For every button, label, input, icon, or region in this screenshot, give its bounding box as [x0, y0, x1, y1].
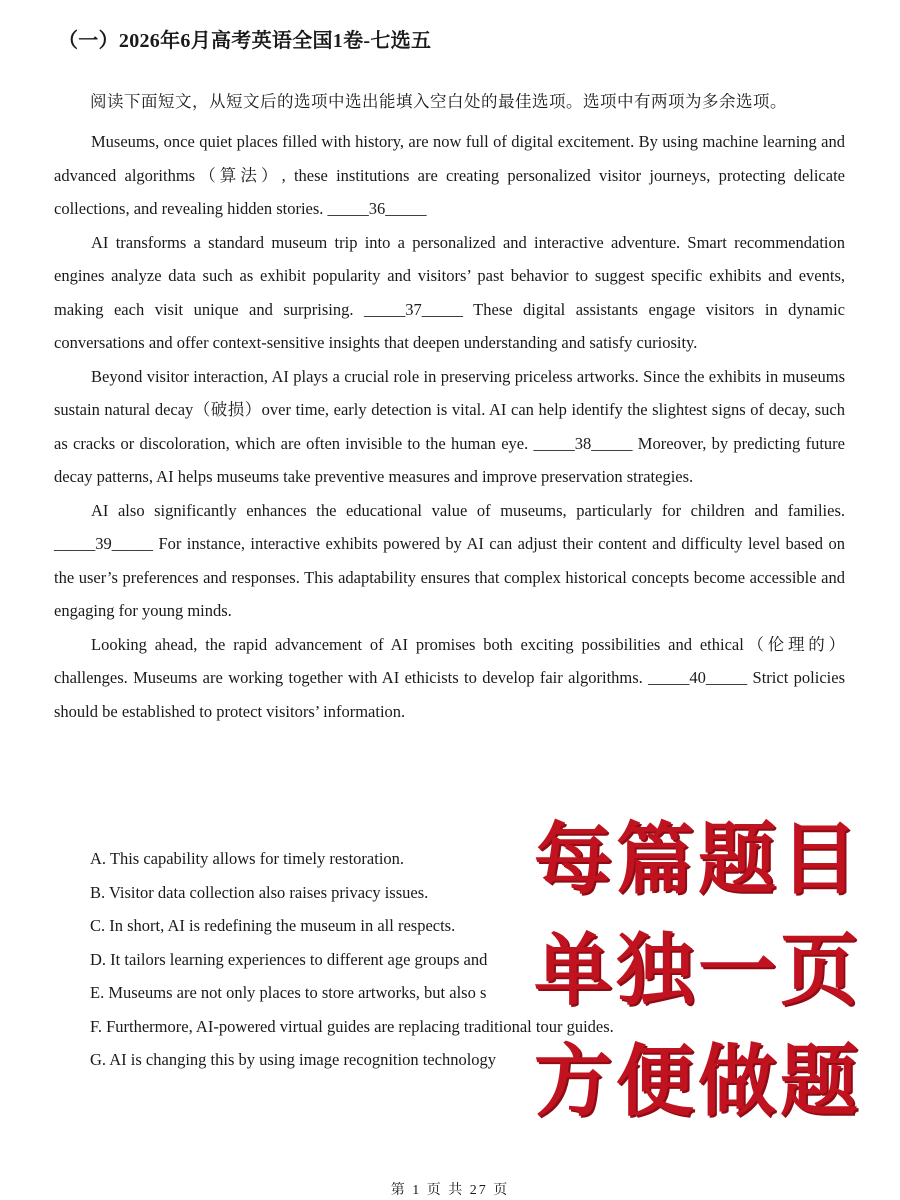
paragraph: AI transforms a standard museum trip into a personalized and interactive adventure. Smart recommendation engines analyze data such as exhibit popularity and visitors’ past behavior to suggest specific exhibits and events, making each visit unique and surprising. _____37_____ These digital assistants engage visitors in dynamic conversations and offer context-sensitive insights that deepen understanding and satisfy curiosity.	[54, 232, 845, 352]
paragraph: Museums, once quiet places filled with history, are now full of digital excitement. By using machine learning and advanced algorithms（算法）, these institutions are creating personalized visitor journeys, protecting delicate collections, and revealing hidden stories. _____36_____	[54, 132, 845, 218]
option-g: G. AI is changing this by using image recognition technology	[90, 1050, 497, 1069]
option-b: B. Visitor data collection also raises privacy issues.	[90, 882, 429, 902]
stamp-line: 每篇题目	[533, 815, 862, 905]
page-title: （一）2026年6月高考英语全国1卷-七选五	[58, 30, 432, 52]
option-d: D. It tailors learning experiences to different age groups and	[90, 949, 488, 969]
option-f: F. Furthermore, AI-powered virtual guides are replacing traditional tour guides.	[90, 1016, 614, 1036]
option-a: A. This capability allows for timely restoration.	[90, 849, 405, 868]
instructions: 阅读下面短文，从短文后的选项中选出能填入空白处的最佳选项。选项中有两项为多余选项。	[90, 92, 787, 111]
paragraph: Beyond visitor interaction, AI plays a crucial role in preserving priceless artworks. Since the exhibits in museums sustain natural decay（破损）over time, early detection is vital. AI can help identify the slightest signs of decay, such as cracks or discoloration, which are often invisible to the human eye. _____38_____ Moreover, by predicting future decay patterns, AI helps museums take preventive measures and improve preservation strategies.	[54, 366, 845, 486]
option-e: E. Museums are not only places to store artworks, but also s	[90, 983, 487, 1002]
reading-passage	[54, 125, 845, 728]
stamp-line: 方便做题	[533, 1037, 862, 1127]
stamp-line: 单独一页	[533, 926, 862, 1016]
page-number: 第 1 页 共 27 页	[390, 1183, 510, 1198]
paragraph: Looking ahead, the rapid advancement of AI promises both exciting possibilities and ethical（伦理的）challenges. Museums are working together with AI ethicists to develop fair algorithms. _____40_____ Strict policies should be established to protect visitors’ information.	[54, 634, 845, 721]
option-c: C. In short, AI is redefining the museum in all respects.	[90, 916, 456, 935]
promo-stamp-overlay	[518, 805, 878, 1138]
paragraph: AI also significantly enhances the educational value of museums, particularly for children and families. _____39_____ For instance, interactive exhibits powered by AI can adjust their content and difficulty level based on the user’s preferences and responses. This adaptability ensures that complex historical concepts become accessible and engaging for young minds.	[54, 500, 845, 620]
